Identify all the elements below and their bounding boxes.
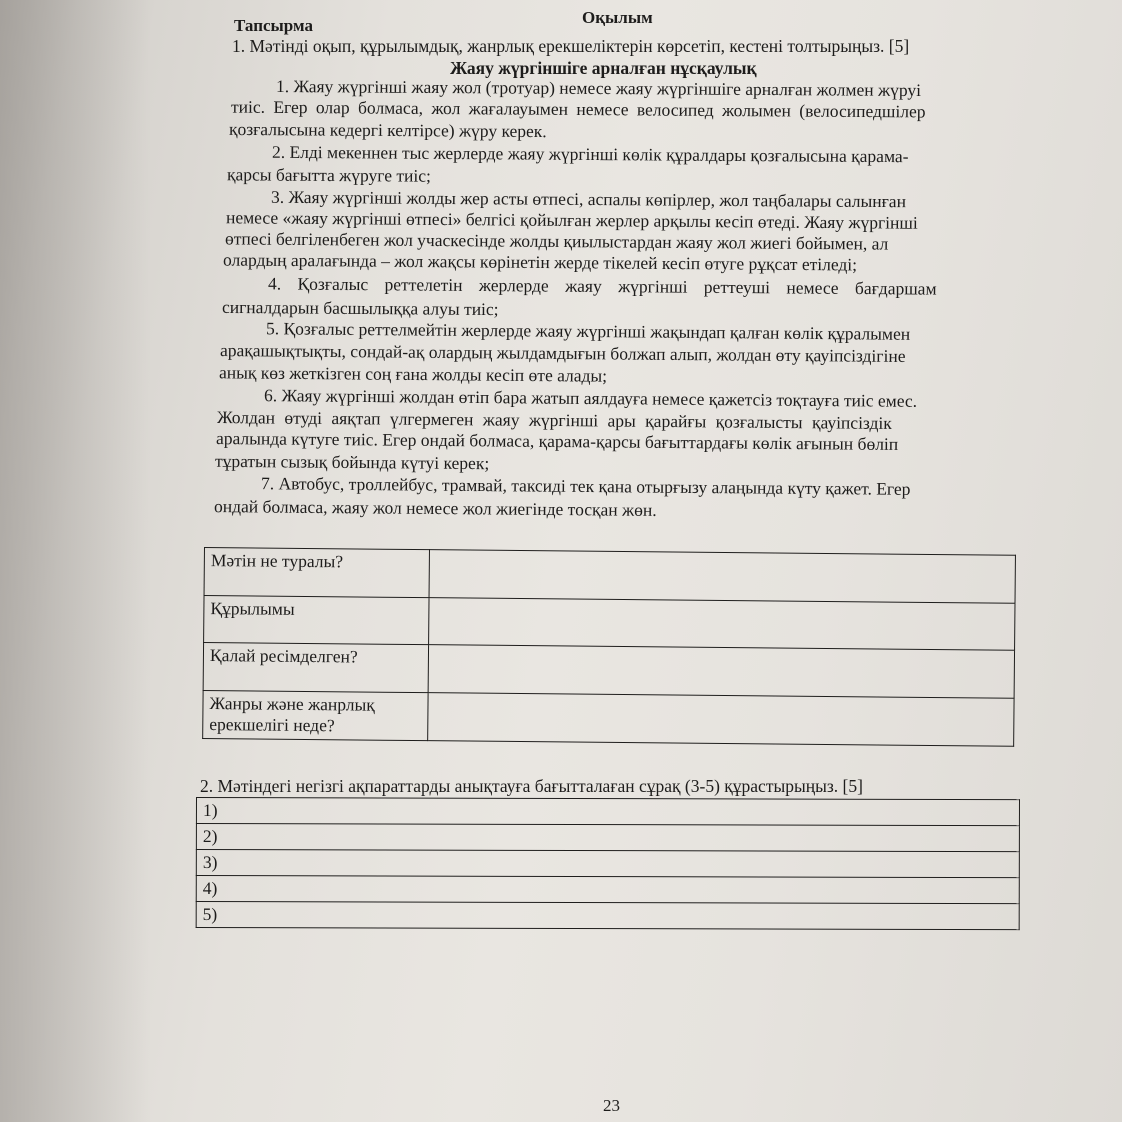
table-row xyxy=(196,902,1019,930)
question-row-cell[interactable]: 3) xyxy=(196,850,1019,878)
text-line: 3. Жаяу жүргінші жолды жер асты өтпесі, аспалы көпірлер, жол таңбалары салынған xyxy=(270,186,907,212)
task2-instruction: 2. Мәтіндегі негізгі ақпараттарды анықтауға бағытталаған сұрақ (3-5) құрастырыңыз. [5] xyxy=(200,776,863,796)
task-label: Тапсырма xyxy=(234,16,313,35)
table-question-cell xyxy=(203,643,428,693)
question-text: Құрылымы xyxy=(210,598,295,619)
question-row-cell[interactable]: 1) xyxy=(196,798,1019,826)
table-row xyxy=(196,876,1019,904)
text-line: анық көз жеткізген соң ғана жолды кесіп өте алады; xyxy=(218,362,608,386)
question-text: Мәтін не туралы? xyxy=(210,550,344,572)
text-line: аралында күтуге тиіс. Егер ондай болмаса, қарама-қарсы бағыттардағы көлік ағынын бөліп xyxy=(215,428,899,454)
text-line: немесе «жаяу жүргінші өтпесі» белгісі қойылған жерлер арқылы кесіп өтеді. Жаяу жүргінші xyxy=(225,207,918,233)
questions-table xyxy=(196,797,1020,930)
text-line: 7. Автобус, троллейбус, трамвай, таксиді тек қана отырғызу алаңында күту қажет. Егер xyxy=(260,473,911,499)
table-row xyxy=(196,824,1019,852)
text-line: ондай болмаса, жаяу жол немесе жол жиегінде тосқан жөн. xyxy=(213,496,657,520)
text-line: олардың аралағында – жол жақсы көрінетін жерде тікелей кесіп өтуге рұқсат етіледі; xyxy=(222,249,858,275)
text-line: 1. Жаяу жүргінші жаяу жол (тротуар) немесе жаяу жүргіншіге арналған жолмен жүруі xyxy=(275,76,922,100)
text-line: тұратын сызық бойында күтуі керек; xyxy=(214,450,490,474)
table-question-cell xyxy=(204,596,429,645)
text-line: 4. Қозғалыс реттелетін жерлерде жаяу жүргінші реттеуші немесе бағдаршам xyxy=(267,273,937,299)
question-text: Қалай ресімделген? xyxy=(209,645,358,667)
text-line: 2. Елді мекеннен тыс жерлерде жаяу жүргінші көлік құралдары қозғалысына қарама- xyxy=(271,141,909,167)
table-question-cell xyxy=(204,548,429,598)
paper-shadow xyxy=(0,0,150,1122)
text-line: сигналдарын басшылыққа алуы тиіс; xyxy=(221,296,499,320)
table-row xyxy=(203,643,1014,699)
question-row-cell[interactable]: 4) xyxy=(196,876,1019,904)
table-row xyxy=(196,798,1019,826)
table-answer-cell[interactable] xyxy=(428,693,1014,747)
question-row-cell[interactable]: 2) xyxy=(196,824,1019,852)
text-line: 5. Қозғалыс реттелмейтін жерлерде жаяу жүргінші жақындап қалған көлік құралымен xyxy=(265,318,911,344)
table-row xyxy=(204,548,1015,604)
table-question-cell xyxy=(203,690,428,740)
document-title: Жаяу жүргіншіге арналған нұсқаулық xyxy=(450,58,757,78)
text-line: арақашықтықты, сондай-ақ олардың жылдамдығын болжап алып, жолдан өту қауіпсіздігіне xyxy=(219,340,906,366)
table-row xyxy=(204,596,1015,651)
text-line: қарсы бағытта жүруге тиіс; xyxy=(226,164,431,186)
question-text-continued: ерекшелігі неде? xyxy=(209,714,335,736)
task1-instruction: 1. Мәтінді оқып, құрылымдық, жанрлық ерекшеліктерін көрсетіп, кестені толтырыңыз. [5] xyxy=(232,36,910,56)
analysis-table xyxy=(202,547,1016,747)
table-answer-cell[interactable] xyxy=(429,550,1015,604)
question-row-cell[interactable]: 5) xyxy=(196,902,1019,930)
table-answer-cell[interactable] xyxy=(428,645,1014,699)
text-line: 6. Жаяу жүргінші жолдан өтіп бара жатып аялдауға немесе қажетсіз тоқтауға тиіс емес. xyxy=(263,385,918,411)
text-line: өтпесі белгіленбеген жол учаскесінде жолды қиылыстардан жаяу жол жиегі бойымен, ал xyxy=(224,228,889,254)
text-line: Жолдан өтуді аяқтап үлгермеген жаяу жүргінші ары қарайғы қозғалысты қауіпсіздік xyxy=(216,407,892,433)
table-row xyxy=(196,850,1019,878)
table-row xyxy=(203,690,1014,746)
text-line: қозғалысына кедергі келтірсе) жүру керек. xyxy=(228,118,547,142)
subject-heading: Оқылым xyxy=(582,8,653,27)
question-text: Жанры және жанрлық xyxy=(209,693,375,715)
table-answer-cell[interactable] xyxy=(429,598,1015,651)
text-line: тиіс. Егер олар болмаса, жол жағалауымен немесе велосипед жолымен (велосипедшілер xyxy=(230,96,926,122)
page-number: 23 xyxy=(603,1096,620,1115)
